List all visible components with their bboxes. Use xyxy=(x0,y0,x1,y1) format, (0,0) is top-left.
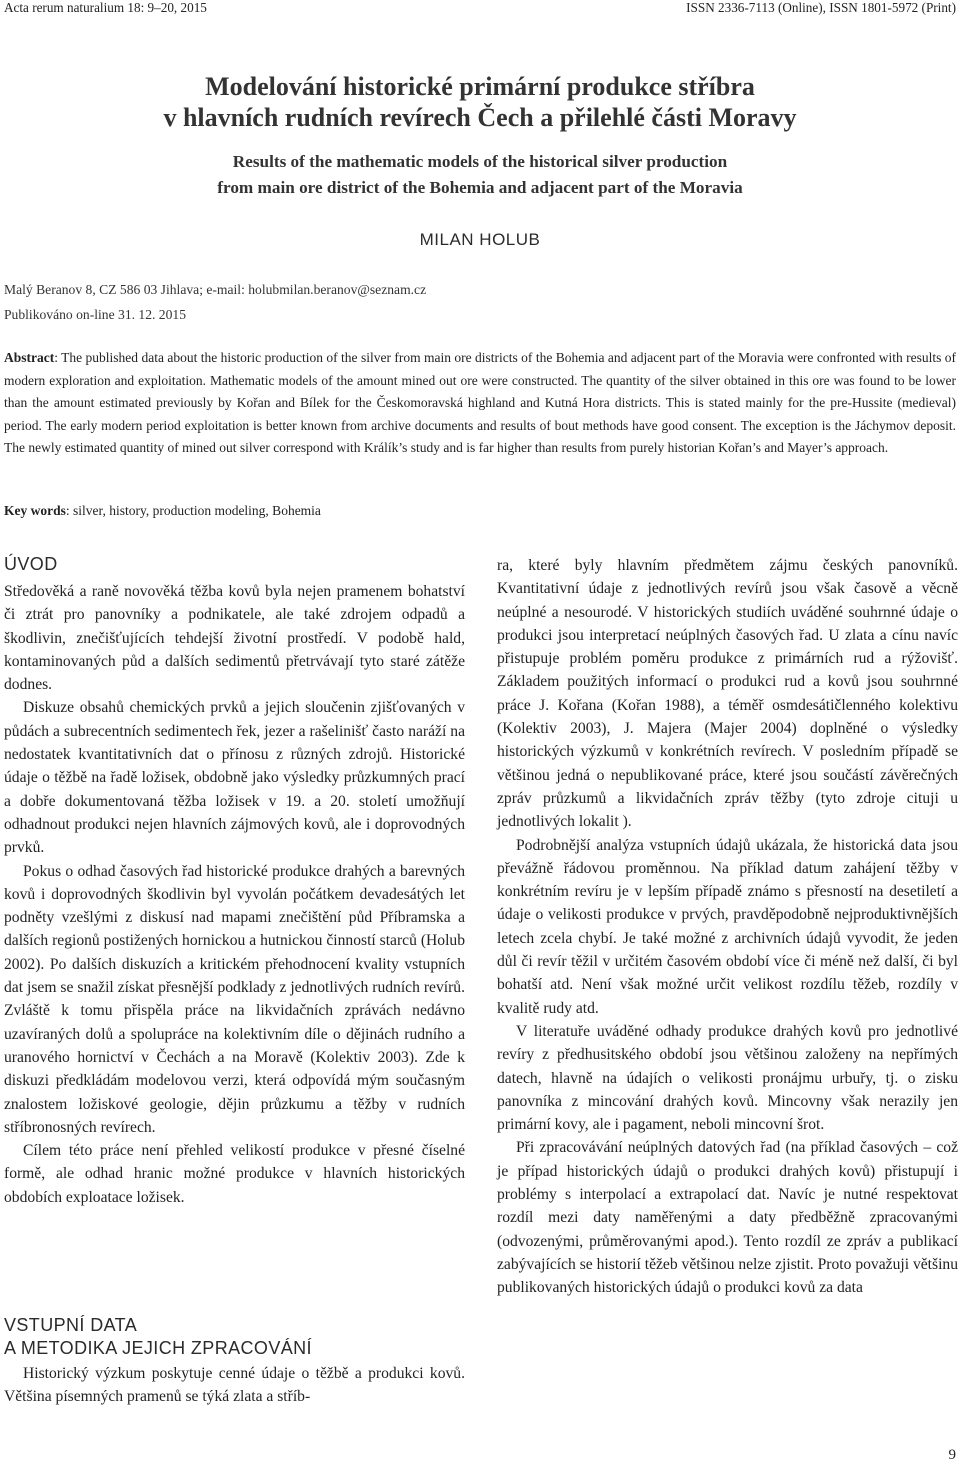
paragraph: Středověká a raně novověká těžba kovů byla nejen pramenem bohatství či ztrát pro panovníky a podnikatele, ale také zdrojem odpadů a škodlivin, znečišťujících tehdejší životní prostředí. V podobě hald, kontaminovaných půd a dalších sedimentů přetrvávají tyto staré zátěže dodnes. xyxy=(4,583,465,694)
keywords-label: Key words xyxy=(4,503,66,518)
paragraph: Pokus o odhad časových řad historické produkce drahých a barevných kovů i doprovodných škodlivin byl vyvolán počátkem devadesátých let podněty vzešlými z diskusí nad mapami znečištění půd Příbramska a dalších regionů postižených hornickou a hutnickou činností starců (Holub 2002). Po dalších diskuzích a kritickém přehodnocení kvality vstupních dat jsem se snažil získat přesnější podklady z jednotlivých rudních revírů. Zvláště k tomu přispěla práce na likvidačních zprávách nedávno uzavíraných dolů a spolupráce na kolektivním díle o dějinách rudního a uranového hornictví v Čechách a na Moravě (Kolektiv 2003). Zde k diskuzi předkládám modelovou verzi, která odpovídá mým současným znalostem ložiskové geologie, dějin průzkumu a těžby v rudních stříbronosných revírech. xyxy=(4,862,465,1136)
left-column-continued xyxy=(4,1362,465,1409)
section-heading-vstupni-data: VSTUPNÍ DATA xyxy=(4,1315,138,1335)
paragraph: V literatuře uváděné odhady produkce drahých kovů pro jednotlivé revíry z předhusitského období jsou většinou založeny na nepřímých datech, hlavně na údajích o velikosti pronájmu urbuřy, tj. o zisku panovníka z mincování drahých kovů. Mincovny však nerazily jen primární kovy, ale i pagament, neboli mincovní šrot. xyxy=(497,1022,958,1134)
paragraph: Diskuze obsahů chemických prvků a jejich sloučenin zjišťovaných v půdách a subrecentních sedimentech řek, jezer a rašelinišť často naráží na nedostatek kvantitativních dat o přínosu z různých zdrojů. Historické údaje o těžbě na řadě ložisek, obdobně jako výsledky průzkumných prací a dobře dokumentovaná těžba ložisek v 19. a 20. století umožňují odhadnout produkci nejen hlavních zájmových kovů, ale i doprovodných prvků. xyxy=(4,699,465,857)
title-line-1: Modelování historické primární produkce stříbra xyxy=(205,72,755,101)
keywords xyxy=(4,501,321,521)
subtitle-line-1: Results of the mathematic models of the historical silver production xyxy=(232,152,728,171)
abstract xyxy=(4,347,956,460)
paragraph: ra, které byly hlavním předmětem zájmu českých panovníků. Kvantitativní údaje z jednotlivých revírů jsou však časově a věcně neúplné a nesourodé. V historických studiích uváděné souhrnné údaje o produkci jsou interpretací neúplných časových řad. U zlata a cínu navíc přistupuje problém poměru produkce z primárních rud a rýžovišť. Základem použitých informací o produkci rud a kovů jsou souhrnné práce J. Kořana (Kořan 1988), a téměř osmdesátičlenného kolektivu (Kolektiv 2003), J. Majera (Majer 2004) doplněné o výsledky historických výzkumů v konkrétních revírech. V posledním případě se většinou jedná o nepublikované práce, které jsou součástí závěrečných zpráv průzkumů a likvidačních zpráv těžby (tyto zdroje cituji u jednotlivých lokalit ). xyxy=(497,557,958,831)
author-address: Malý Beranov 8, CZ 586 03 Jihlava; e-mail: holubmilan.beranov@seznam.cz xyxy=(4,282,427,297)
journal-header: Acta rerum naturalium 18: 9–20, 2015 xyxy=(4,0,207,15)
author-name: MILAN HOLUB xyxy=(419,230,541,249)
title-line-2: v hlavních rudních revírech Čech a přilehlé části Moravy xyxy=(163,103,797,132)
issn-header: ISSN 2336-7113 (Online), ISSN 1801-5972 (Print) xyxy=(686,0,956,15)
subtitle-line-2: from main ore district of the Bohemia and adjacent part of the Moravia xyxy=(217,178,743,197)
right-column xyxy=(497,554,958,1300)
keywords-text: : silver, history, production modeling, Bohemia xyxy=(65,503,321,518)
abstract-text: : The published data about the historic production of the silver from main ore districts of the Bohemia and adjacent part of the Moravia were confronted with results of modern exploration and exploitation. Mathematic models of the amount mined out ore were constructed. The quantity of the silver obtained in this ore was found to be lower than the amount estimated previously by Kořan and Bílek for the Českomoravská highland and Kutná Hora districts. This is stated mainly for the pre-Hussite (medieval) period. The early modern period exploitation is better known from archive documents and results of bout methods have good consent. The exception is the Jáchymov deposit. The newly estimated quantity of mined out silver correspond with Králík’s study and is far higher than results from purely historian Kořan’s and Mayer’s approach. xyxy=(4,350,956,456)
paragraph: Cílem této práce není přehled velikostí produkce v přesné číselné formě, ale odhad hranic možné produkce v hlavních historických obdobích exploatace ložisek. xyxy=(4,1142,465,1206)
abstract-label: Abstract xyxy=(4,350,55,365)
section-heading-uvod: ÚVOD xyxy=(4,554,58,574)
left-column xyxy=(4,580,465,1209)
paragraph: Při zpracovávání neúplných datových řad (na příklad časových – což je případ historických údajů o produkci drahých kovů) přistupují i problémy s interpolací a extrapolací dat. Navíc je nutné respektovat rozdíl mezi daty naměřenými a daty předběžně zpracovanými (odvozenými, průměrovanými apod.). Tento rozdíl ze zpráv a publikací zabývajících se historií těžeb většinou nelze zjistit. Proto považuji většinu publikovaných historických údajů o produkci kovů za data xyxy=(497,1139,958,1297)
paragraph: Podrobnější analýza vstupních údajů ukázala, že historická data jsou převážně řádovou proměnnou. Na příklad datum zahájení těžby v konkrétním revíru je v lepším případě známo s přesností na desetiletí a údaje o velikosti produkce v prvých, pravděpodobně nejproduktivnějších letech zcela chybí. Je také možné z archivních údajů vyvodit, že jeden důl či revír těžil v určitém časovém období více či méně než další, či byl bohatší atd. Není však možné určit velikost rozdílu těžeb, rozdíly v kvalitě rudy atd. xyxy=(497,836,958,1017)
section-heading-metodika: A METODIKA JEJICH ZPRACOVÁNÍ xyxy=(4,1338,312,1358)
paragraph: Historický výzkum poskytuje cenné údaje o těžbě a produkci kovů. Většina písemných pramenů se týká zlata a stříb- xyxy=(4,1365,465,1406)
publication-date: Publikováno on-line 31. 12. 2015 xyxy=(4,307,186,322)
page-number: 9 xyxy=(948,1447,956,1463)
